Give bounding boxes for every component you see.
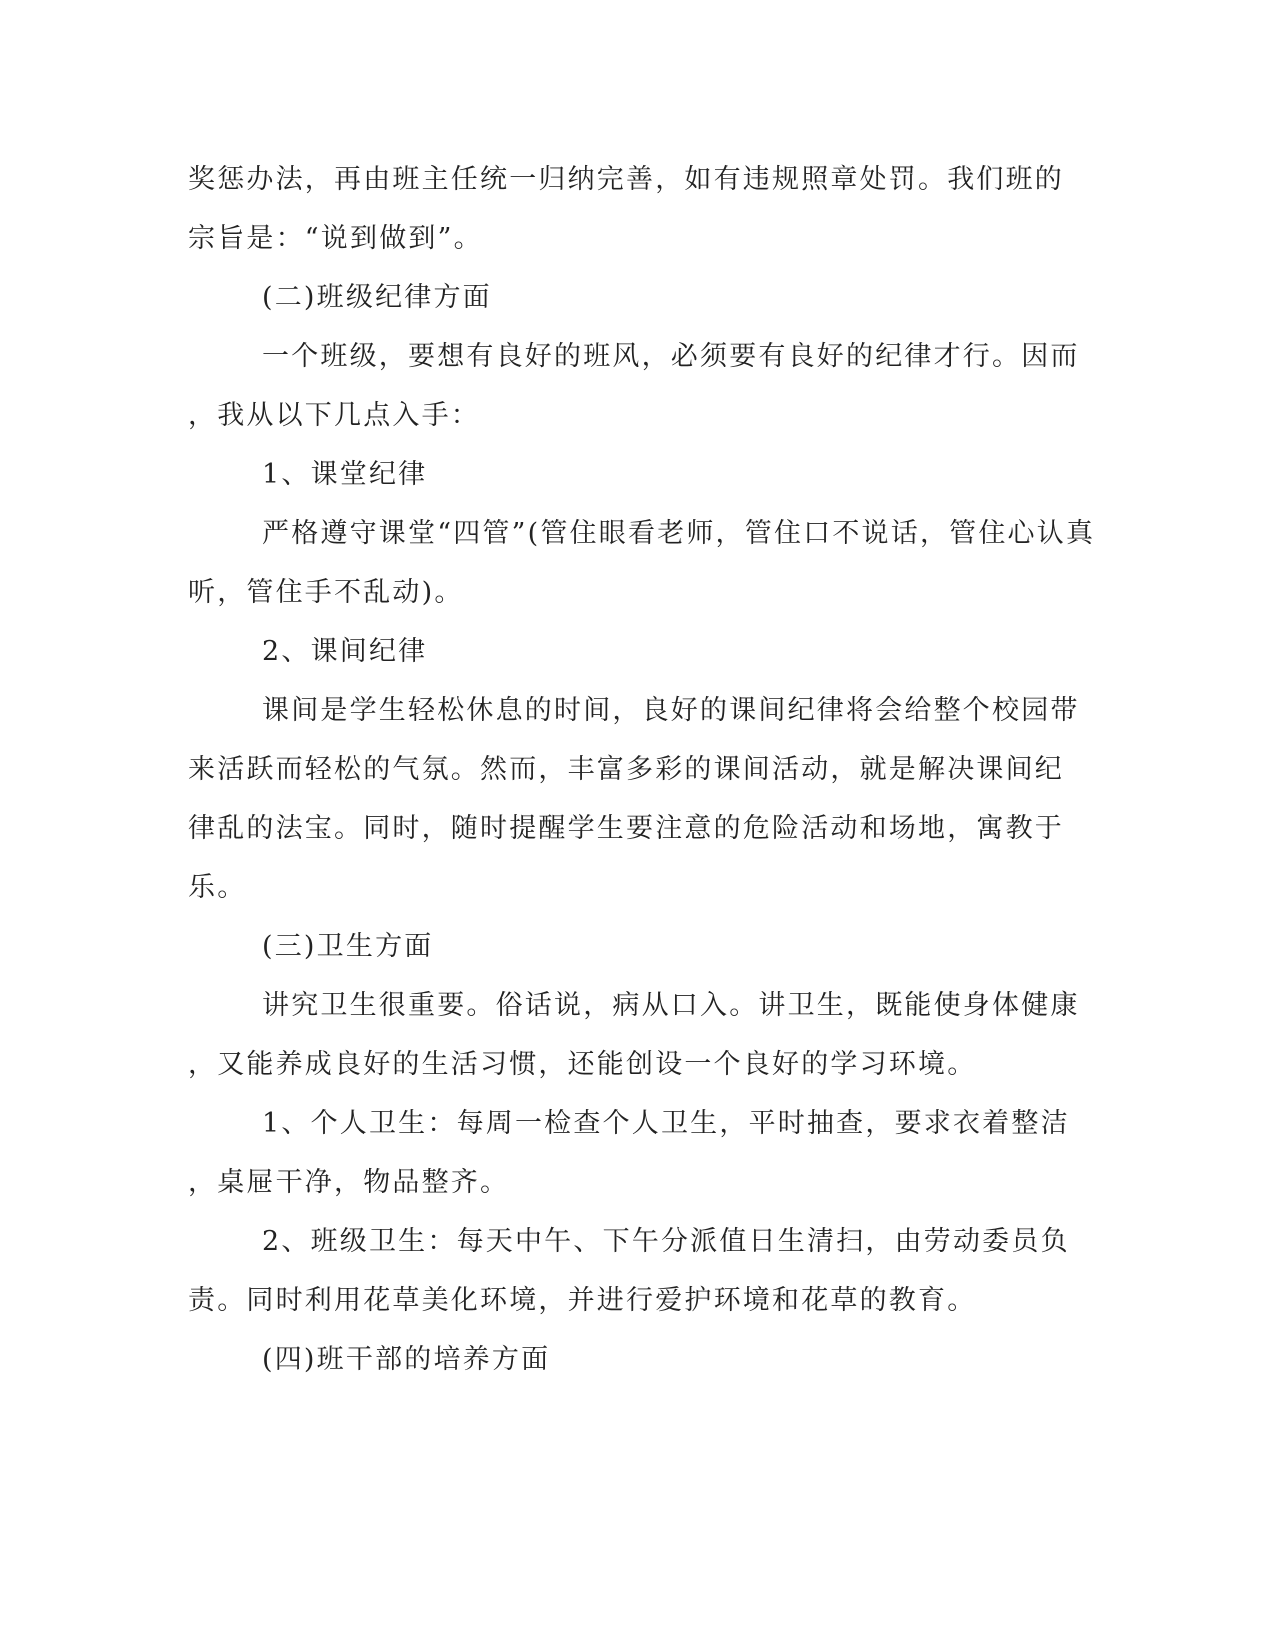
text-line: 一个班级，要想有良好的班风，必须要有良好的纪律才行。因而 [262, 341, 1080, 372]
text-line: 课间是学生轻松休息的时间，良好的课间纪律将会给整个校园带 [262, 695, 1080, 726]
section-heading: (三)卫生方面 [262, 931, 434, 962]
section-heading: (四)班干部的培养方面 [262, 1344, 551, 1375]
text-line: ，又能养成良好的生活习惯，还能创设一个良好的学习环境。 [188, 1049, 977, 1080]
section-heading: (二)班级纪律方面 [262, 282, 492, 313]
text-line: 1、个人卫生：每周一检查个人卫生，平时抽查，要求衣着整洁 [262, 1108, 1070, 1139]
text-line: 听，管住手不乱动)。 [188, 577, 464, 608]
text-line: 乐。 [188, 872, 247, 903]
text-line: 奖惩办法，再由班主任统一归纳完善，如有违规照章处罚。我们班的 [188, 164, 1064, 195]
subsection-heading: 2、课间纪律 [262, 636, 428, 667]
text-line: 严格遵守课堂“四管”(管住眼看老师，管住口不说话，管住心认真 [262, 518, 1096, 549]
text-line: 来活跃而轻松的气氛。然而，丰富多彩的课间活动，就是解决课间纪 [188, 754, 1064, 785]
text-line: ，我从以下几点入手： [188, 400, 480, 431]
text-line: 2、班级卫生：每天中午、下午分派值日生清扫，由劳动委员负 [262, 1226, 1070, 1257]
text-line: ，桌屉干净，物品整齐。 [188, 1167, 510, 1198]
text-line: 责。同时利用花草美化环境，并进行爱护环境和花草的教育。 [188, 1285, 977, 1316]
text-line: 宗旨是：“说到做到”。 [188, 223, 483, 254]
subsection-heading: 1、课堂纪律 [262, 459, 428, 490]
text-line: 律乱的法宝。同时，随时提醒学生要注意的危险活动和场地，寓教于 [188, 813, 1064, 844]
text-line: 讲究卫生很重要。俗话说，病从口入。讲卫生，既能使身体健康 [262, 990, 1080, 1021]
